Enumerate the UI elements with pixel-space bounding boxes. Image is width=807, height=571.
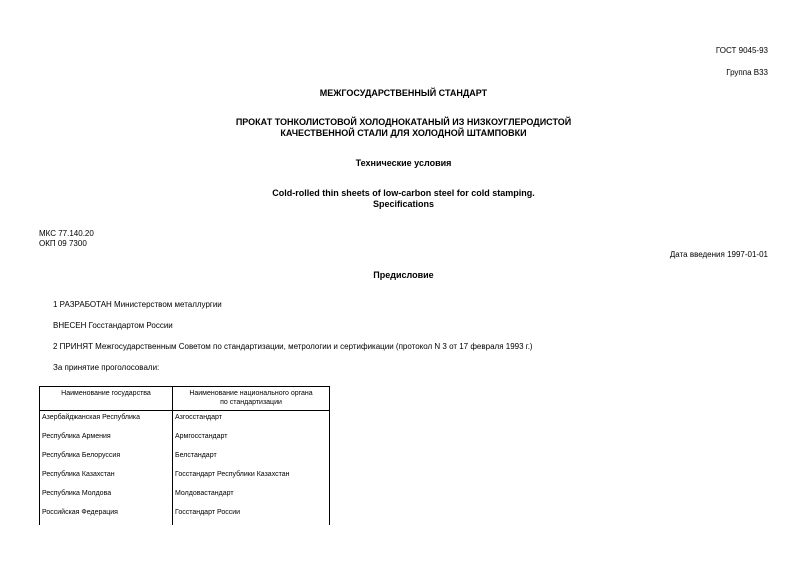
standard-type: МЕЖГОСУДАРСТВЕННЫЙ СТАНДАРТ — [319, 88, 488, 98]
table-header-national-body: Наименование национального органа по стандартизации — [173, 387, 330, 411]
foreword-para-adopted: 2 ПРИНЯТ Межгосударственным Советом по стандартизации, метрологии и сертификации (протокол N 3 от 17 февраля 1993 г.) — [53, 342, 533, 351]
table-cell-state: Азербайджанская Республика — [40, 411, 173, 431]
document-title — [0, 117, 807, 139]
introduction-date: Дата введения 1997-01-01 — [669, 250, 768, 259]
foreword-para-voted: За принятие проголосовали: — [53, 363, 160, 372]
table-row — [40, 430, 330, 449]
table-row — [40, 411, 330, 431]
table-cell-state: Республика Белоруссия — [40, 449, 173, 468]
table-row — [40, 487, 330, 506]
foreword-para-developed: 1 РАЗРАБОТАН Министерством металлургии — [53, 300, 222, 309]
table-cell-body: Молдовастандарт — [173, 487, 330, 506]
gost-number: ГОСТ 9045-93 — [715, 46, 768, 55]
english-title-line-1: Cold-rolled thin sheets of low-carbon steel for cold stamping. — [272, 188, 535, 198]
table-cell-state: Российская Федерация — [40, 506, 173, 525]
table-cell-body: Армгосстандарт — [173, 430, 330, 449]
table-cell-state: Республика Молдова — [40, 487, 173, 506]
table-header-row — [40, 387, 330, 411]
english-title-line-2: Specifications — [372, 199, 435, 209]
document-subtitle: Технические условия — [355, 158, 452, 168]
table-row — [40, 506, 330, 525]
table-row — [40, 449, 330, 468]
okp-code: ОКП 09 7300 — [39, 239, 87, 248]
document-title-line-1: ПРОКАТ ТОНКОЛИСТОВОЙ ХОЛОДНОКАТАНЫЙ ИЗ НИЗКОУГЛЕРОДИСТОЙ — [235, 117, 572, 127]
table-row — [40, 468, 330, 487]
table-cell-state: Республика Армения — [40, 430, 173, 449]
voting-states-table — [39, 386, 330, 525]
english-title — [0, 188, 807, 210]
group-code: Группа В33 — [726, 68, 768, 77]
foreword-para-introduced: ВНЕСЕН Госстандартом России — [53, 321, 173, 330]
table-cell-body: Госстандарт России — [173, 506, 330, 525]
mks-code: МКС 77.140.20 — [39, 229, 94, 238]
table-cell-body: Белстандарт — [173, 449, 330, 468]
table-header-state: Наименование государства — [40, 387, 173, 411]
table-cell-state: Республика Казахстан — [40, 468, 173, 487]
foreword-heading: Предисловие — [373, 270, 434, 280]
table-cell-body: Госстандарт Республики Казахстан — [173, 468, 330, 487]
document-title-line-2: КАЧЕСТВЕННОЙ СТАЛИ ДЛЯ ХОЛОДНОЙ ШТАМПОВКИ — [280, 128, 527, 138]
table-cell-body: Азгосстандарт — [173, 411, 330, 431]
